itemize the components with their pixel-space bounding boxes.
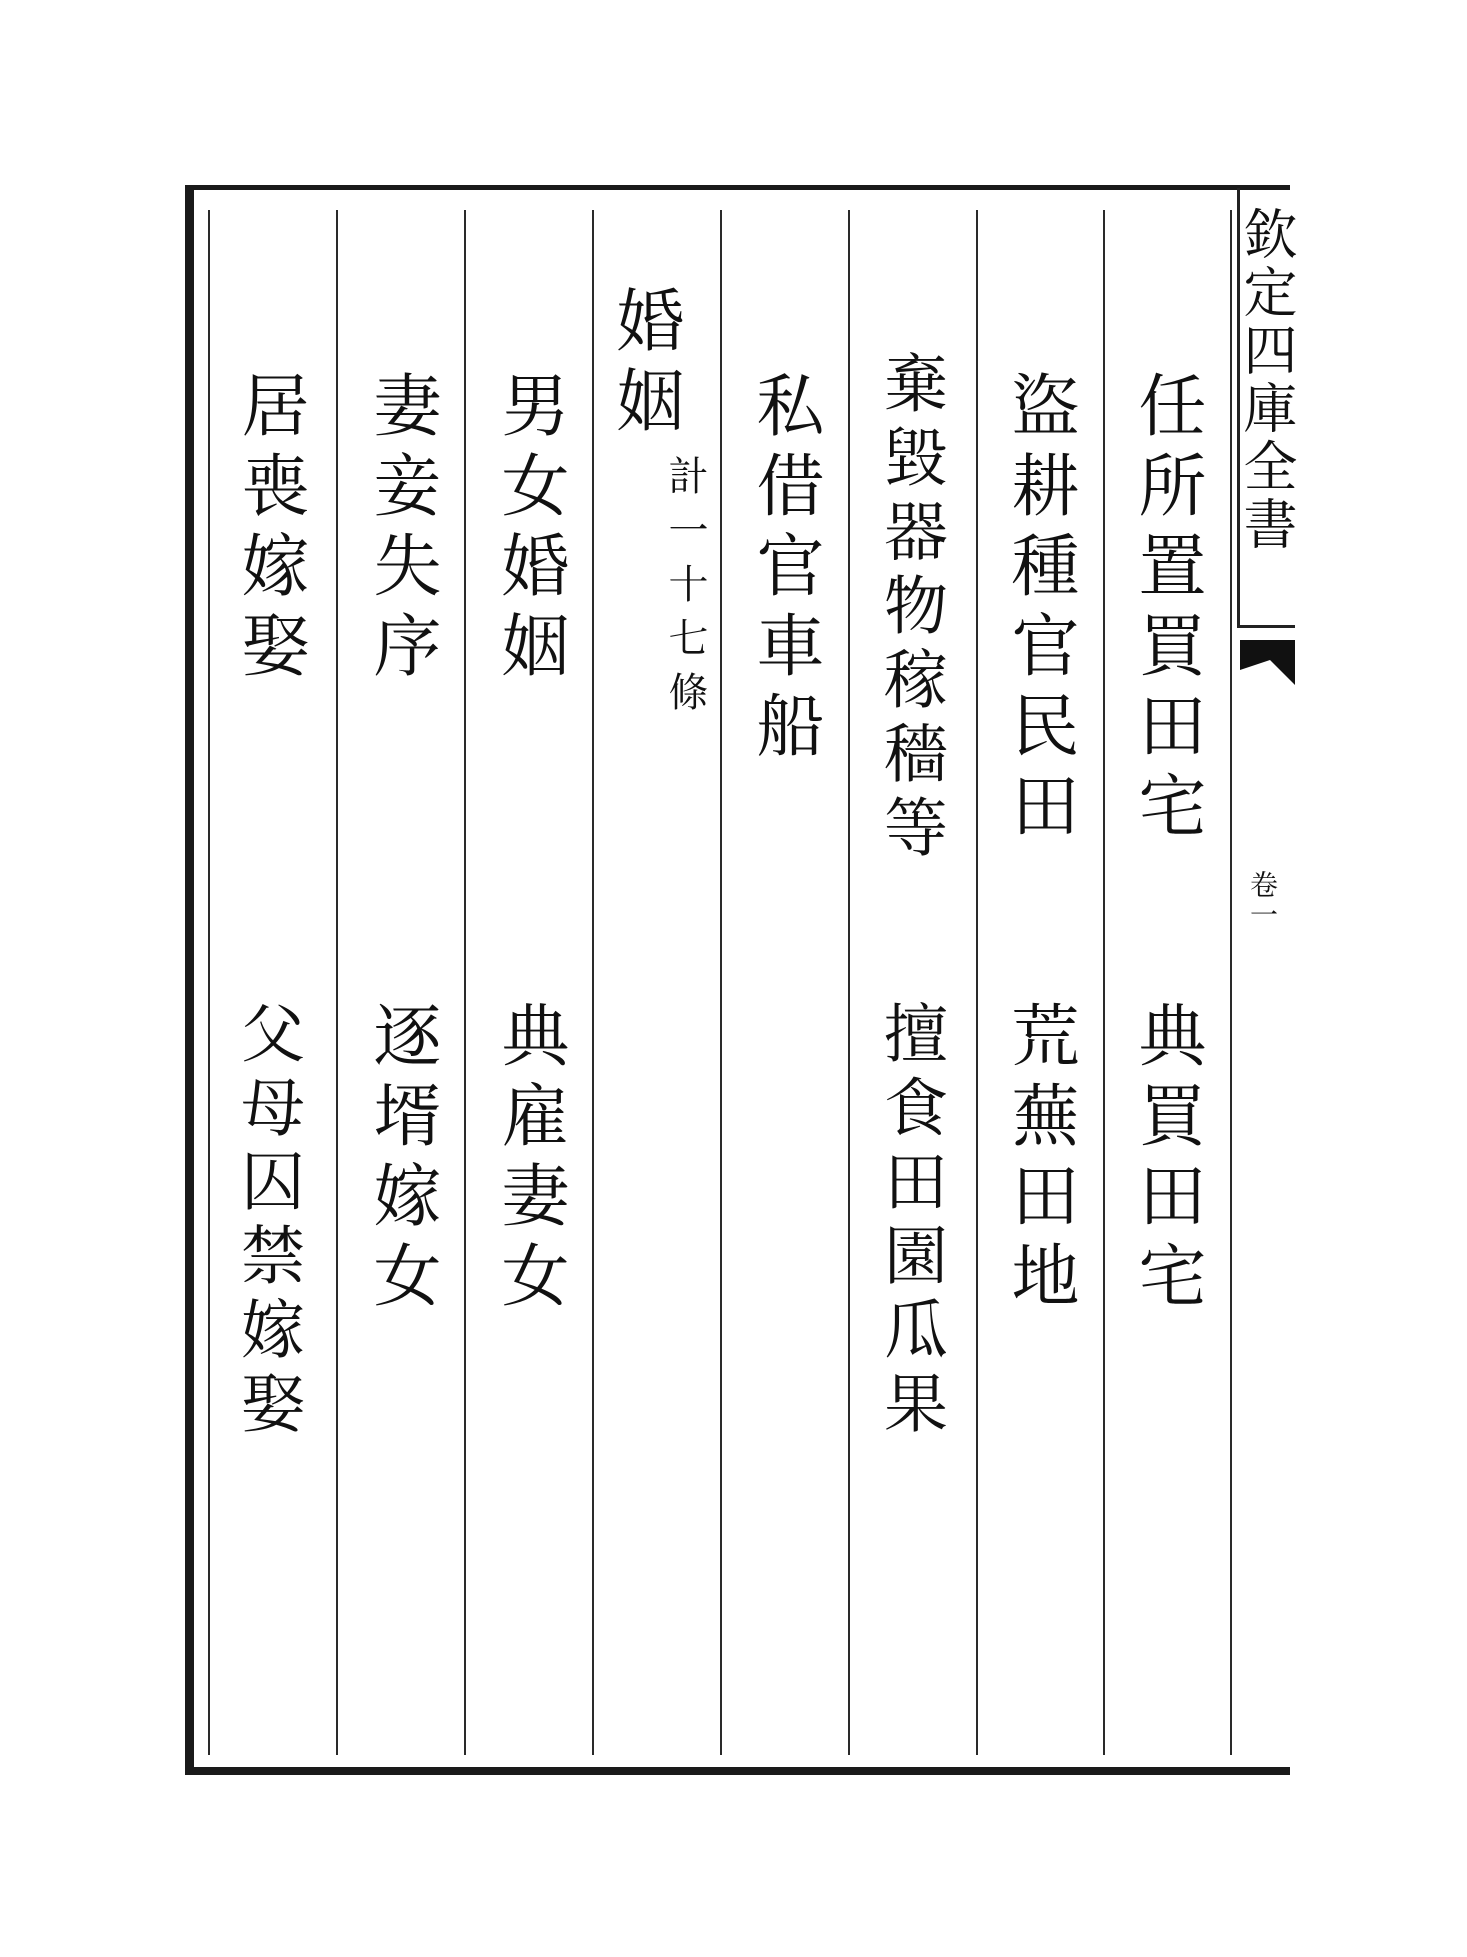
entry-bottom: 擅食田園瓜果 <box>873 1000 947 1444</box>
entry-bottom: 父母囚禁嫁娶 <box>230 1000 304 1444</box>
column-rule <box>1230 210 1232 1755</box>
entry-top: 私借官車船 <box>745 370 824 770</box>
column-rule <box>976 210 978 1755</box>
entry-top: 妻妾失序 <box>362 370 441 690</box>
page-frame <box>185 185 1290 1775</box>
section-count: 計一十七條 <box>662 455 708 725</box>
column-rule <box>336 210 338 1755</box>
entry-bottom: 典買田宅 <box>1127 1000 1206 1320</box>
margin-title: 欽定四庫全書 <box>1237 188 1295 628</box>
margin-juan: 卷一 <box>1246 870 1279 930</box>
entry-top: 任所置買田宅 <box>1127 370 1206 850</box>
entry-bottom: 典雇妻女 <box>490 1000 569 1320</box>
column-rule <box>464 210 466 1755</box>
column-rule <box>848 210 850 1755</box>
column-rule <box>208 210 210 1755</box>
column-rule <box>1103 210 1105 1755</box>
entry-top: 男女婚姻 <box>490 370 569 690</box>
section-heading: 婚姻 <box>605 285 684 445</box>
fishtail-mark <box>1240 640 1295 685</box>
entry-bottom: 逐壻嫁女 <box>362 1000 441 1320</box>
entry-top: 棄毀器物稼穡等 <box>873 350 947 868</box>
entry-bottom: 荒蕪田地 <box>1000 1000 1079 1320</box>
column-rule <box>720 210 722 1755</box>
entry-top: 盜耕種官民田 <box>1000 370 1079 850</box>
column-rule <box>592 210 594 1755</box>
entry-top: 居喪嫁娶 <box>230 370 309 690</box>
